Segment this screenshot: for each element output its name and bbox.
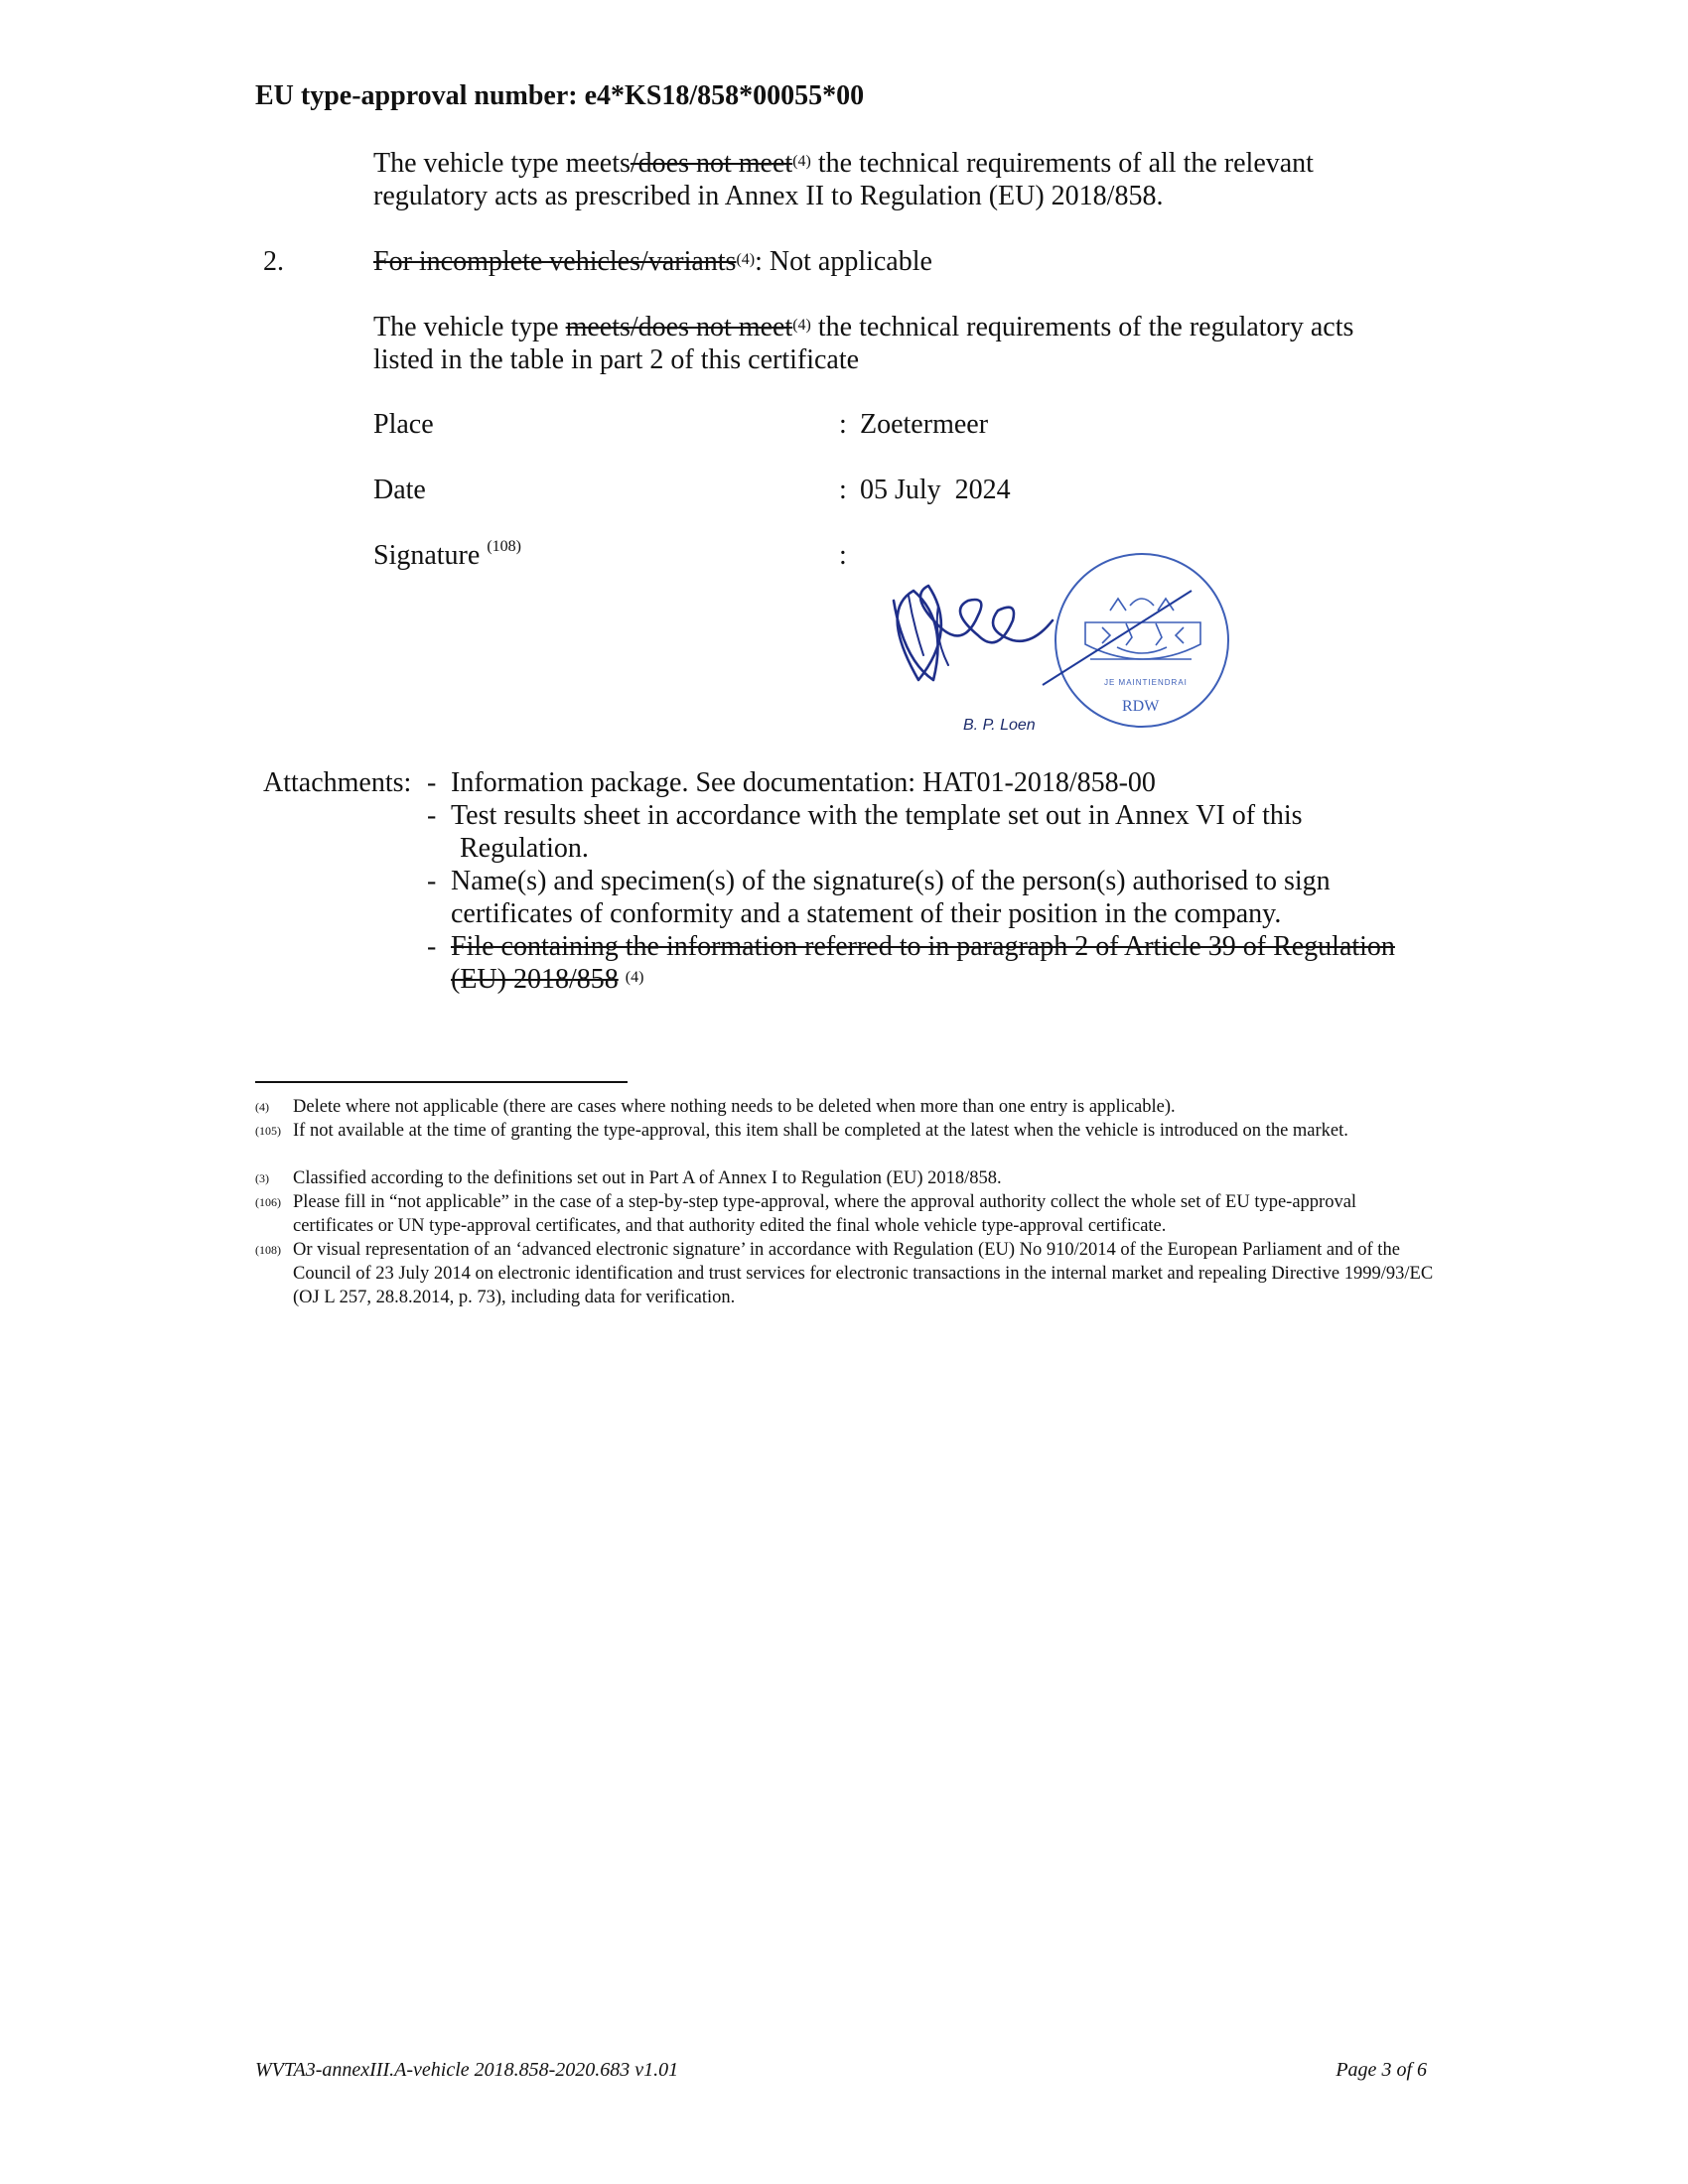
footnote <box>0 1238 1688 1309</box>
attachment-item-4-struck: File containing the information referred to in paragraph 2 of Article 39 of Regulation <box>451 931 1395 962</box>
attachment-dash: - <box>427 800 437 831</box>
attachment-dash: - <box>427 767 437 798</box>
footnote <box>0 1190 1688 1238</box>
footnote-text: If not available at the time of granting the type-approval, this item shall be completed at the latest when the vehicle is introduced on the market. <box>293 1121 1348 1141</box>
attachment-item-1: Information package. See documentation: HAT01-2018/858-00 <box>451 767 1156 798</box>
attachment-item-2: Test results sheet in accordance with the template set out in Annex VI of this <box>451 800 1303 831</box>
section2-value: : Not applicable <box>755 246 932 277</box>
date-value: 05 July 2024 <box>860 475 1011 505</box>
footnote-text: Please fill in “not applicable” in the case of a step-by-step type-approval, where the approval authority collect the whole set of EU type-approval certificates or UN type-approval certificates, and that authority edited the final whole vehicle type-approval certificate. <box>293 1192 1357 1236</box>
para1-line2: regulatory acts as prescribed in Annex II to Regulation (EU) 2018/858. <box>373 181 1164 211</box>
footnote-text: Delete where not applicable (there are cases where nothing needs to be deleted when more than one entry is applicable). <box>293 1097 1176 1117</box>
attachment-item-4-cont <box>451 963 643 996</box>
attachment-item-4-struck-cont: (EU) 2018/858 <box>451 964 619 995</box>
para2-text: The vehicle type <box>373 312 566 342</box>
section2-struck-text: For incomplete vehicles/variants <box>373 246 737 277</box>
footnote-mark: (3) <box>255 1171 269 1185</box>
date-label: Date <box>373 475 426 505</box>
signature-label-text: Signature <box>373 540 481 571</box>
footnote-mark: (4) <box>255 1100 269 1114</box>
section-number: 2. <box>263 246 284 277</box>
attachment-item-3-cont: certificates of conformity and a statement of their position in the company. <box>451 898 1282 929</box>
stamp-text: RDW <box>1122 698 1160 715</box>
attachment-item-3: Name(s) and specimen(s) of the signature(s) of the person(s) authorised to sign <box>451 866 1331 896</box>
page-number: Page 3 of 6 <box>1336 2059 1427 2081</box>
footnote-mark: (105) <box>255 1124 281 1138</box>
footnote-ref: (4) <box>736 251 756 268</box>
footnote-ref: (4) <box>792 153 811 170</box>
attachment-dash: - <box>427 866 437 896</box>
attachments-label: Attachments: <box>263 767 412 798</box>
vehicle-type-statement-2 <box>373 311 1466 376</box>
colon: : <box>839 475 847 505</box>
footnote-text: Classified according to the definitions set out in Part A of Annex I to Regulation (EU) 2018/858. <box>293 1168 1002 1188</box>
signature-stamp-graphic <box>874 536 1271 754</box>
place-value: Zoetermeer <box>860 409 989 440</box>
footnote-text: Or visual representation of an ‘advanced electronic signature’ in accordance with Regulation (EU) No 910/2014 of the European Parliament and of the Council of 23 July 2014 on electronic identification and trust services for electronic transactions in the internal market and repealing Directive 1999/93/EC (OJ L 257, 28.8.2014, p. 73), including data for verification. <box>293 1240 1434 1307</box>
attachment-dash: - <box>427 931 437 962</box>
attachment-item-4 <box>451 930 1395 963</box>
footnote-mark: (106) <box>255 1195 281 1209</box>
footnote-ref: (4) <box>625 969 644 986</box>
footnote-mark: (108) <box>255 1243 281 1257</box>
signature-image <box>874 536 1271 754</box>
signatory-name: B. P. Loen <box>963 717 1036 734</box>
document-reference: WVTA3-annexIII.A-vehicle 2018.858-2020.683 v1.01 <box>255 2059 679 2081</box>
para2-struck-text: meets/does not meet <box>565 312 793 342</box>
footnote-ref: (108) <box>487 538 521 555</box>
vehicle-type-statement-1 <box>373 147 1466 212</box>
section2-heading <box>373 245 932 278</box>
para2-line2: listed in the table in part 2 of this certificate <box>373 344 860 375</box>
stamp-motto: JE MAINTIENDRAI <box>1104 678 1188 687</box>
place-label: Place <box>373 409 434 440</box>
colon: : <box>839 540 847 571</box>
colon: : <box>839 409 847 440</box>
footnote-separator <box>255 1081 628 1083</box>
para1-text-cont: the technical requirements of all the relevant <box>810 148 1314 179</box>
footnote <box>0 1119 1688 1166</box>
footnote <box>0 1095 1688 1119</box>
footnote <box>0 1166 1688 1190</box>
approval-number-heading: EU type-approval number: e4*KS18/858*00055*00 <box>255 80 865 111</box>
attachment-item-2-cont: Regulation. <box>460 833 589 864</box>
para2-text-cont: the technical requirements of the regulatory acts <box>810 312 1354 342</box>
para1-text: The vehicle type meets <box>373 148 631 179</box>
para1-struck-text: /does not meet <box>630 148 793 179</box>
signature-label <box>373 540 521 572</box>
footnote-ref: (4) <box>792 317 811 334</box>
